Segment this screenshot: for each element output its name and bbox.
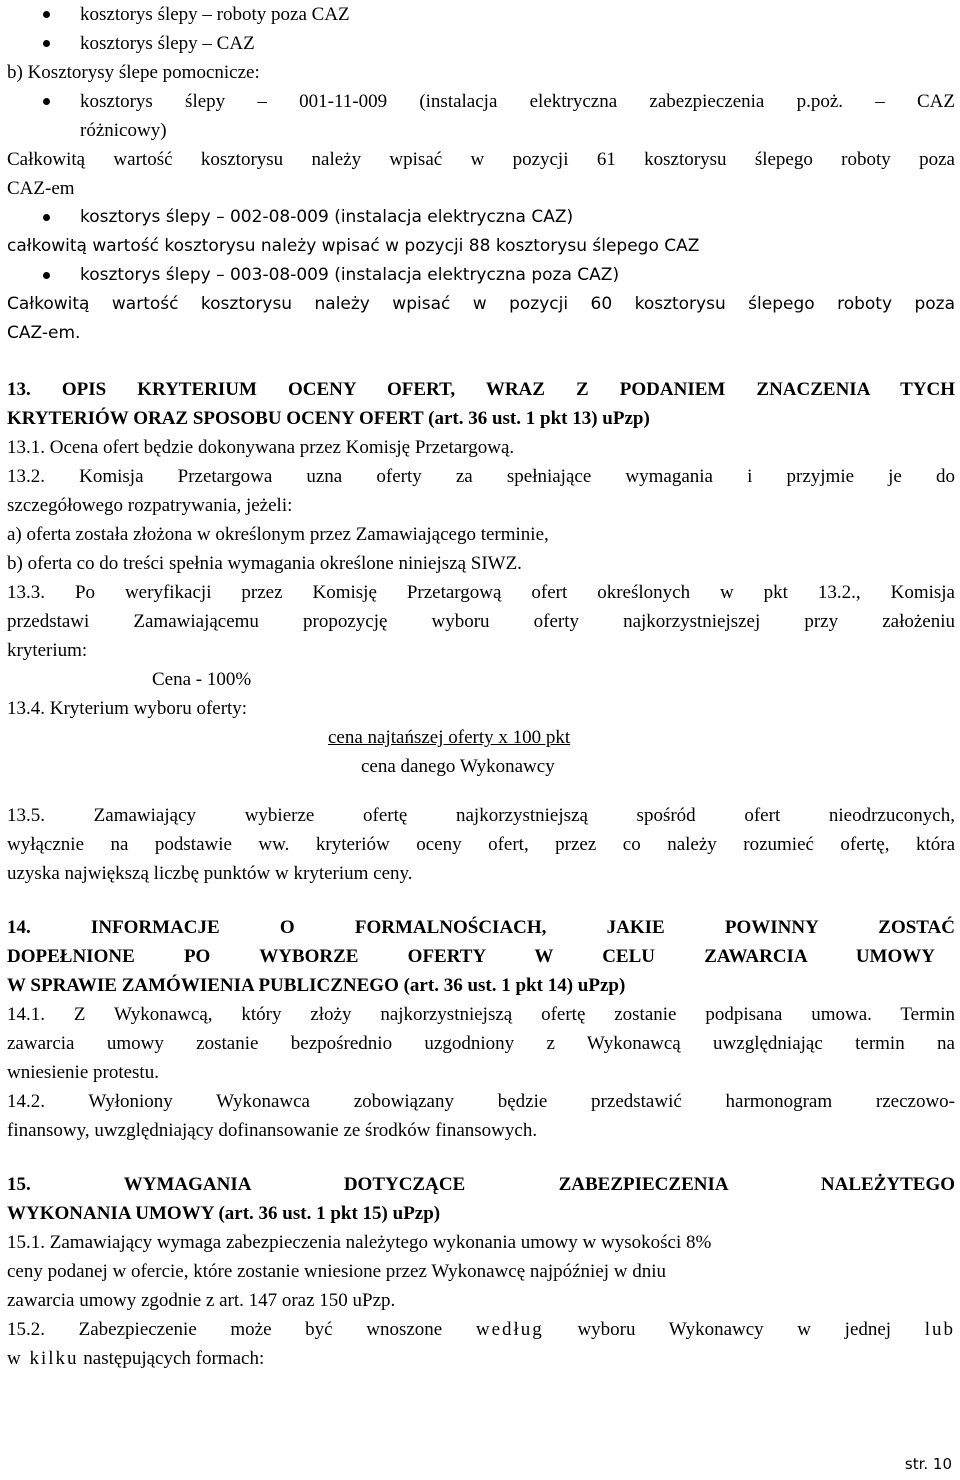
bullet-icon	[43, 98, 50, 105]
list-item: kosztorys ślepy – 003-08-009 (instalacja elektryczna poza CAZ)	[7, 261, 955, 290]
paragraph-line: b) oferta co do treści spełnia wymagania określone niniejszą SIWZ.	[7, 553, 522, 574]
price-criterion: Cena - 100%	[152, 669, 252, 690]
bullet-icon	[43, 272, 50, 279]
section-13-heading: KRYTERIÓW ORAZ SPOSOBU OCENY OFERT (art. 36 ust. 1 pkt 13) uPzp)	[7, 408, 650, 429]
paragraph-line: szczegółowego rozpatrywania, jeżeli:	[7, 495, 293, 516]
paragraph-line: 13.3. Po weryfikacji przez Komisję Przetargową ofert określonych w pkt 13.2., Komisja	[7, 582, 955, 603]
paragraph-line: uzyska największą liczbę punktów w kryterium ceny.	[7, 863, 413, 884]
section-14-heading: DOPEŁNIONE PO WYBORZE OFERTY W CELU ZAWARCIA UMOWY	[7, 946, 935, 967]
spacer	[7, 888, 955, 913]
bullet-icon	[43, 214, 50, 221]
spacer	[7, 348, 955, 375]
bullet-icon	[43, 11, 50, 18]
list-item: kosztorys ślepy – 001-11-009 (instalacja elektryczna zabezpieczenia p.poż. – CAZ	[7, 87, 955, 116]
section-14-heading: 14. INFORMACJE O FORMALNOŚCIACH, JAKIE POWINNY ZOSTAĆ	[7, 917, 955, 938]
paragraph-line: ceny podanej w ofercie, które zostanie wniesione przez Wykonawcę najpóźniej w dniu	[7, 1261, 667, 1282]
paragraph-line: CAZ-em.	[7, 323, 81, 343]
list-item: kosztorys ślepy – CAZ	[7, 29, 955, 58]
formula-numerator: cena najtańszej oferty x 100 pkt	[328, 727, 571, 748]
list-item: kosztorys ślepy – roboty poza CAZ	[7, 0, 955, 29]
paragraph-line: zawarcia umowy zgodnie z art. 147 oraz 150 uPzp.	[7, 1290, 396, 1311]
paragraph-line: a) oferta została złożona w określonym przez Zamawiającego terminie,	[7, 524, 549, 545]
section-15-heading: WYKONANIA UMOWY (art. 36 ust. 1 pkt 15) uPzp)	[7, 1203, 441, 1224]
section-13-heading: 13. OPIS KRYTERIUM OCENY OFERT, WRAZ Z PODANIEM ZNACZENIA TYCH	[7, 379, 955, 400]
paragraph-line: 14.1. Z Wykonawcą, który złoży najkorzystniejszą ofertę zostanie podpisana umowa. Termin	[7, 1004, 955, 1025]
spacer	[7, 1145, 955, 1170]
paragraph-line: 15.1. Zamawiający wymaga zabezpieczenia należytego wykonania umowy w wysokości 8%	[7, 1232, 712, 1253]
paragraph-line: całkowitą wartość kosztorysu należy wpisać w pozycji 88 kosztorysu ślepego CAZ	[7, 236, 700, 256]
list-item: kosztorys ślepy – 002-08-009 (instalacja elektryczna CAZ)	[7, 203, 955, 232]
paragraph-line: CAZ-em	[7, 178, 75, 199]
document-page	[7, 0, 955, 1373]
paragraph-line: wyłącznie na podstawie ww. kryteriów oceny ofert, przez co należy rozumieć ofertę, która	[7, 834, 955, 855]
list-item-continuation: różnicowy)	[80, 120, 167, 141]
paragraph-line: 13.1. Ocena ofert będzie dokonywana przez Komisję Przetargową.	[7, 437, 515, 458]
spacer	[7, 781, 955, 801]
paragraph-line: 13.2. Komisja Przetargowa uzna oferty za spełniające wymagania i przyjmie je do	[7, 466, 955, 487]
paragraph-line: 13.4. Kryterium wyboru oferty:	[7, 698, 248, 719]
section-15-heading: 15. WYMAGANIA DOTYCZĄCE ZABEZPIECZENIA NALEŻYTEGO	[7, 1174, 955, 1195]
paragraph-line: Całkowitą wartość kosztorysu należy wpisać w pozycji 61 kosztorysu ślepego roboty poza	[7, 149, 955, 170]
paragraph-line: przedstawi Zamawiającemu propozycję wyboru oferty najkorzystniejszej przy założeniu	[7, 611, 955, 632]
paragraph-line: kryterium:	[7, 640, 88, 661]
paragraph-line: wniesienie protestu.	[7, 1062, 159, 1083]
paragraph-line: finansowy, uwzględniający dofinansowanie ze środków finansowych.	[7, 1120, 538, 1141]
bullet-icon	[43, 40, 50, 47]
page-number: str. 10	[904, 1455, 952, 1473]
paragraph-line: zawarcia umowy zostanie bezpośrednio uzgodniony z Wykonawcą uwzględniając termin na	[7, 1033, 955, 1054]
section-14-heading: W SPRAWIE ZAMÓWIENIA PUBLICZNEGO (art. 36 ust. 1 pkt 14) uPzp)	[7, 975, 626, 996]
paragraph-line: 13.5. Zamawiający wybierze ofertę najkorzystniejszą spośród ofert nieodrzuconych,	[7, 805, 955, 826]
formula-denominator: cena danego Wykonawcy	[361, 756, 555, 777]
paragraph-line: 15.2. Zabezpieczenie może być wnoszone według wyboru Wykonawcy w jednej lub	[7, 1319, 956, 1340]
subheading-b: b) Kosztorysy ślepe pomocnicze:	[7, 62, 260, 83]
paragraph-line: 14.2. Wyłoniony Wykonawca zobowiązany będzie przedstawić harmonogram rzeczowo-	[7, 1091, 955, 1112]
paragraph-line: w kilku następujących formach:	[7, 1348, 265, 1369]
paragraph-line: Całkowitą wartość kosztorysu należy wpisać w pozycji 60 kosztorysu ślepego roboty poza	[7, 294, 955, 314]
